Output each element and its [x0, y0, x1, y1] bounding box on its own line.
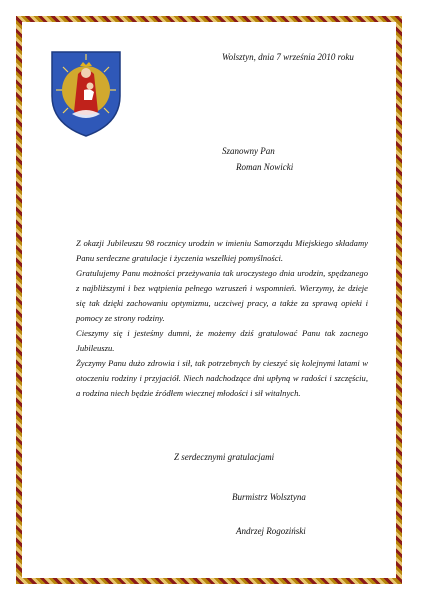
body-paragraph: Cieszymy się i jesteśmy dumni, że możemy dziś gratulować Panu tak zacnego Jubileuszu.: [76, 328, 368, 353]
place-and-date: Wolsztyn, dnia 7 września 2010 roku: [222, 52, 354, 62]
recipient-name: Roman Nowicki: [236, 162, 294, 172]
body-paragraph: Gratulujemy Panu możności przeżywania tak uroczystego dnia urodzin, spędzanego z najbliższymi i bez wątpienia pełnego wzruszeń i wspomnień. Wierzymy, że dzieje się tak dzięki zachowaniu optymizmu, uczciwej pracy, a także za sprawą opieki i pomocy ze strony rodziny.: [76, 268, 368, 323]
signer-title: Burmistrz Wolsztyna: [232, 492, 306, 502]
signer-name: Andrzej Rogoziński: [236, 526, 306, 536]
body-paragraph: Z okazji Jubileuszu 98 rocznicy urodzin w imieniu Samorządu Miejskiego składamy Panu serdeczne gratulacje i życzenia wszelkiej pomyślności.: [76, 238, 368, 263]
coat-of-arms-icon: [48, 46, 124, 138]
letter-body: [76, 236, 368, 401]
closing-phrase: Z serdecznymi gratulacjami: [174, 452, 275, 462]
salutation: Szanowny Pan: [222, 146, 275, 156]
body-paragraph: Życzymy Panu dużo zdrowia i sił, tak potrzebnych by cieszyć się kolejnymi latami w otoczeniu rodziny i przyjaciół. Niech nadchodzące dni upłyną w radości i szczęściu, a rodzina niech będzie źródłem wiecznej młodości i sił witalnych.: [76, 358, 368, 398]
